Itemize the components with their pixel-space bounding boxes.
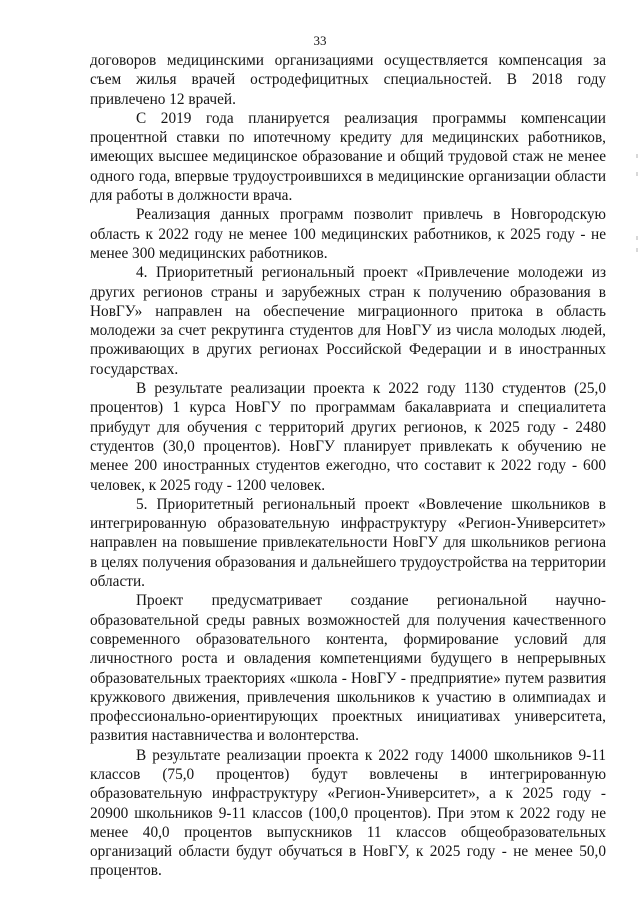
page-number: 33	[313, 33, 327, 48]
scan-margin-mark	[636, 248, 638, 252]
paragraph-project-5: 5. Приоритетный региональный проект «Вовлечение школьников в интегрированную образовательную инфраструктуру «Регион-Университет» направлен на повышение привлекательности НовГУ для школьников региона в целях получения образования и дальнейшего трудоустройства на территории области.	[90, 495, 606, 591]
paragraph-project-4-results: В результате реализации проекта к 2022 году 1130 студентов (25,0 процентов) 1 курса НовГУ по программам бакалавриата и специалитета прибудут для обучения с территорий других регионов, к 2025 году - 2480 студентов (30,0 процентов). НовГУ планирует привлекать к обучению не менее 200 иностранных студентов ежегодно, что составит к 2022 году - 600 человек, к 2025 году - 1200 человек.	[90, 380, 606, 494]
scan-margin-mark	[636, 172, 638, 176]
paragraph-project-5-results: В результате реализации проекта к 2022 году 14000 школьников 9-11 классов (75,0 процентов) будут вовлечены в интегрированную образовательную инфраструктуру «Регион-Университет», а к 2025 году - 20900 школьников 9-11 классов (100,0 процентов). При этом к 2022 году не менее 40,0 процентов выпускников 11 классов общеобразовательных организаций области будут обучаться в НовГУ, к 2025 году - не менее 50,0 процентов.	[90, 746, 606, 880]
paragraph-program-results: Реализация данных программ позволит привлечь в Новгородскую область к 2022 году не менее 100 медицинских работников, к 2025 году - не менее 300 медицинских работников.	[90, 206, 606, 262]
document-body	[90, 51, 606, 881]
paragraph-mortgage-compensation: С 2019 года планируется реализация программы компенсации процентной ставки по ипотечному кредиту для медицинских работников, имеющих высшее медицинское образование и общий трудовой стаж не менее одного года, впервые трудоустроившихся в медицинские организации области для работы в должности врача.	[90, 109, 606, 205]
scan-margin-mark	[636, 154, 638, 158]
scan-margin-mark	[636, 236, 638, 240]
paragraph-project-5-description: Проект предусматривает создание региональной научно-образовательной среды равных возможностей для получения качественного современного образовательного контента, формирование условий для личностного роста и овладения компетенциями будущего в непрерывных образовательных траекториях «школа - НовГУ - предприятие» путем развития кружкового движения, привлечения школьников к участию в олимпиадах и профессионально-ориентирующих проектных инициативах университета, развития наставничества и волонтерства.	[90, 592, 606, 745]
paragraph-project-4: 4. Приоритетный региональный проект «Привлечение молодежи из других регионов страны и зарубежных стран к получению образования в НовГУ» направлен на обеспечение миграционного притока в область молодежи за счет рекрутинга студентов для НовГУ из числа молодых людей, проживающих в других регионах Российской Федерации и в иностранных государствах.	[90, 264, 606, 378]
paragraph-continuation: договоров медицинскими организациями осуществляется компенсация за съем жилья врачей остродефицитных специальностей. В 2018 году привлечено 12 врачей.	[90, 52, 606, 108]
